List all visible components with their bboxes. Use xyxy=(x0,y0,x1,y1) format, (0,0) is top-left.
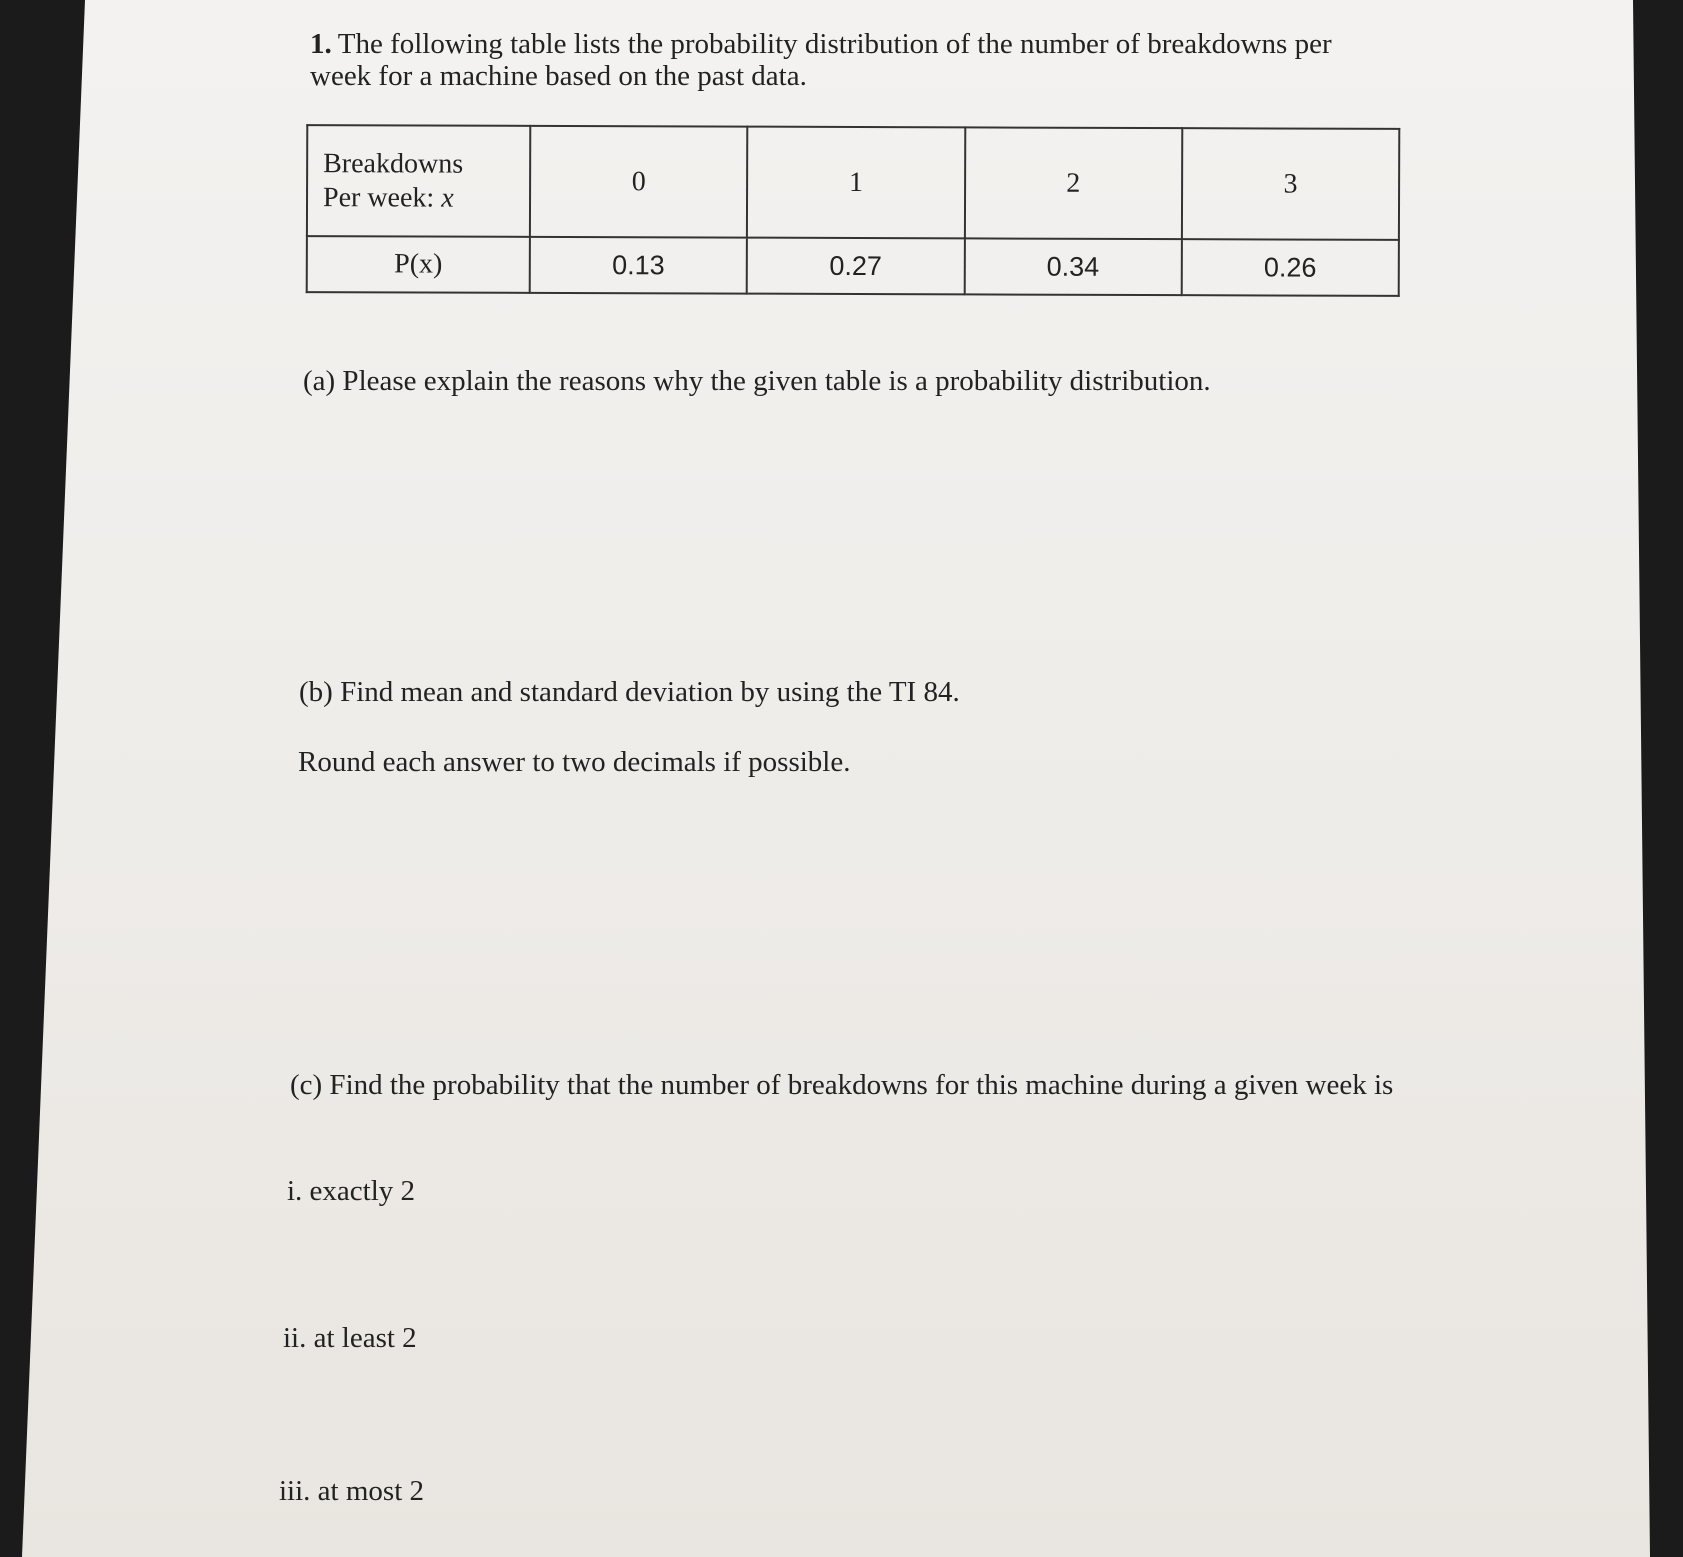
header-label-line1: Breakdowns xyxy=(323,147,464,180)
part-b-note: Round each answer to two decimals if possible. xyxy=(298,746,851,778)
question-number: 1. xyxy=(310,28,332,60)
x-value-cell: 1 xyxy=(747,127,965,239)
x-value-cell: 0 xyxy=(530,126,748,238)
table-header-cell xyxy=(307,125,530,237)
p-value-cell: 0.13 xyxy=(530,237,747,293)
question-1-intro xyxy=(310,28,1400,92)
question-text: The following table lists the probability distribution of the number of breakdowns per week for a machine based on the past data. xyxy=(310,28,1332,92)
x-value-cell: 2 xyxy=(964,127,1182,239)
header-variable: x xyxy=(441,182,454,214)
part-c-iii: iii. at most 2 xyxy=(279,1475,424,1507)
part-c: (c) Find the probability that the number of breakdowns for this machine during a given week is xyxy=(290,1069,1394,1101)
p-value-cell: 0.27 xyxy=(747,238,964,294)
part-c-i: i. exactly 2 xyxy=(287,1175,416,1207)
part-a: (a) Please explain the reasons why the given table is a probability distribution. xyxy=(303,365,1211,397)
table-row-x xyxy=(307,125,1399,240)
part-b: (b) Find mean and standard deviation by using the TI 84. xyxy=(299,676,960,708)
part-c-ii: ii. at least 2 xyxy=(283,1322,417,1354)
p-value-cell: 0.26 xyxy=(1181,239,1398,295)
header-label-line2: Per week: xyxy=(322,181,435,214)
px-label-cell: P(x) xyxy=(307,236,530,292)
probability-distribution-table xyxy=(306,124,1401,297)
x-value-cell: 3 xyxy=(1182,128,1400,240)
p-value-cell: 0.34 xyxy=(964,239,1181,295)
table-row-px xyxy=(307,236,1399,295)
